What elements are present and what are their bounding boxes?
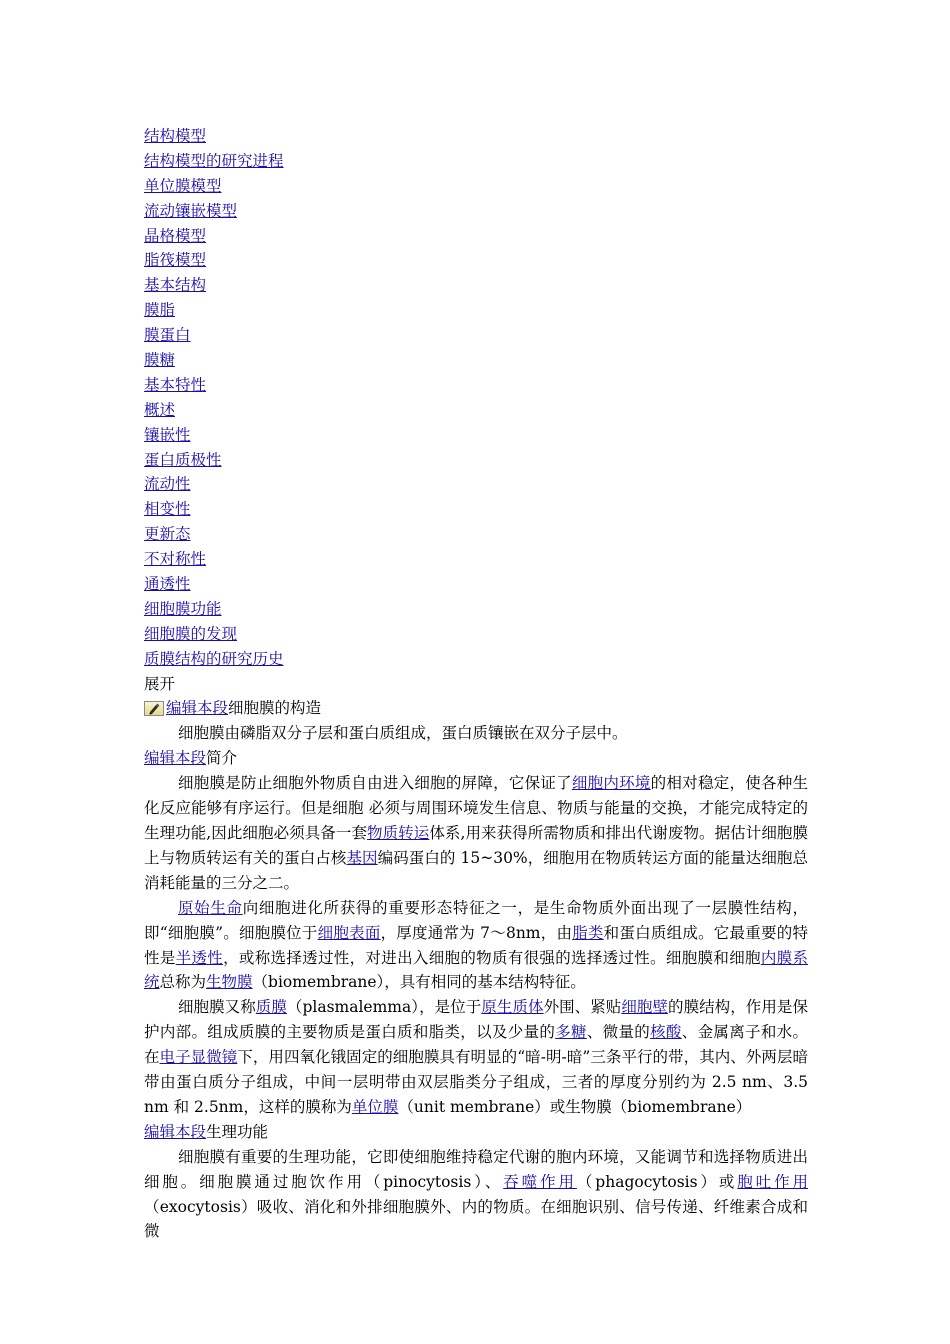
expand-label[interactable]: 展开	[144, 674, 176, 693]
toc-link[interactable]: 细胞膜功能	[144, 599, 222, 618]
inline-link[interactable]: 原生质体	[481, 998, 544, 1017]
edit-section-link[interactable]: 编辑本段	[166, 699, 229, 718]
toc-link[interactable]: 镶嵌性	[144, 425, 191, 444]
inline-link[interactable]: 多糖	[555, 1023, 587, 1042]
paragraph-text: 细胞膜由磷脂双分子层和蛋白质组成，蛋白质镶嵌在双分子层中。	[178, 724, 628, 743]
paragraph	[144, 721, 808, 746]
edit-pencil-icon[interactable]	[144, 701, 164, 716]
section-heading-intro	[144, 746, 808, 771]
inline-link[interactable]: 核酸	[650, 1023, 682, 1042]
paragraph	[144, 995, 808, 1120]
toc-link[interactable]: 结构模型的研究进程	[144, 151, 284, 170]
inline-link[interactable]: 电子显微镜	[159, 1048, 238, 1067]
edit-section-link[interactable]: 编辑本段	[144, 749, 207, 768]
paragraph	[144, 896, 808, 996]
paragraph	[144, 1145, 808, 1245]
paragraph-text: ，厚度通常为 7～8nm，由	[380, 923, 573, 942]
inline-link[interactable]: 生物膜	[206, 973, 253, 992]
toc-item[interactable]	[144, 398, 808, 423]
toc-item[interactable]	[144, 373, 808, 398]
paragraph-text: 和蛋白质组成。它最重要的特性是	[144, 923, 808, 967]
paragraph-text: 的膜结构，作用是保护内部。组成质膜的主要物质是蛋白质和脂类，以及少量的	[144, 998, 808, 1042]
toc-item[interactable]	[144, 647, 808, 672]
paragraph-text: 细胞膜有重要的生理功能，它即使细胞维持稳定代谢的胞内环境，又能调节和选择物质进出细胞。细胞膜通过胞饮作用（pinocytosis）、	[144, 1147, 808, 1191]
document-page	[144, 124, 808, 1244]
paragraph-text: （unit membrane）或生物膜（biomembrane）	[398, 1097, 752, 1116]
paragraph-text: （exocytosis）吸收、消化和外排细胞膜外、内的物质。在细胞识别、信号传递、纤维素合成和微	[144, 1197, 808, 1241]
paragraph-text: （plasmalemma），是位于	[286, 998, 482, 1017]
toc-link[interactable]: 通透性	[144, 575, 191, 594]
toc-item[interactable]	[144, 547, 808, 572]
toc-link[interactable]: 结构模型	[144, 127, 207, 145]
toc-item[interactable]	[144, 423, 808, 448]
toc-link[interactable]: 流动性	[144, 475, 191, 494]
toc-item[interactable]	[144, 323, 808, 348]
inline-link[interactable]: 细胞内环境	[571, 774, 651, 793]
inline-link[interactable]: 胞吐作用	[737, 1172, 808, 1191]
paragraph-text: 、金属离子和水。在	[144, 1023, 808, 1067]
section-title: 简介	[206, 749, 238, 768]
section-title: 细胞膜的构造	[228, 699, 322, 718]
inline-link[interactable]: 内膜系统	[144, 948, 808, 992]
section-heading-function	[144, 1120, 808, 1145]
toc-link[interactable]: 更新态	[144, 525, 191, 544]
paragraph-text: 总称为	[159, 973, 207, 992]
toc-link[interactable]: 基本特性	[144, 375, 207, 394]
toc-item[interactable]	[144, 448, 808, 473]
inline-link[interactable]: 物质转运	[367, 823, 430, 842]
toc-link[interactable]: 膜糖	[144, 351, 176, 370]
inline-link[interactable]: 基因	[346, 848, 378, 867]
toc-item[interactable]	[144, 199, 808, 224]
paragraph-text: 向细胞进化所获得的重要形态特征之一，是生命物质外面出现了一层膜性结构，即“细胞膜”。细胞膜位于	[144, 898, 808, 942]
toc-link[interactable]: 单位膜模型	[144, 176, 222, 195]
inline-link[interactable]: 质膜	[255, 998, 287, 1017]
paragraph-text: 、微量的	[586, 1023, 651, 1042]
toc-item[interactable]	[144, 149, 808, 174]
toc-link[interactable]: 不对称性	[144, 550, 207, 569]
paragraph	[144, 771, 808, 896]
paragraph-text: 细胞膜是防止细胞外物质自由进入细胞的屏障，它保证了	[178, 774, 572, 793]
toc-link[interactable]: 基本结构	[144, 276, 207, 295]
toc-link[interactable]: 蛋白质极性	[144, 450, 222, 469]
paragraph-text: 细胞膜又称	[178, 998, 256, 1017]
toc-item[interactable]	[144, 298, 808, 323]
paragraph-text: 编码蛋白的 15~30%，细胞用在物质转运方面的能量达细胞总消耗能量的三分之二。	[144, 848, 808, 892]
inline-link[interactable]: 脂类	[572, 923, 604, 942]
toc-item[interactable]	[144, 472, 808, 497]
toc-link[interactable]: 质膜结构的研究历史	[144, 649, 284, 668]
inline-link[interactable]: 半透性	[175, 948, 224, 967]
toc-item[interactable]	[144, 348, 808, 373]
section-heading-structure	[144, 696, 808, 721]
toc-link[interactable]: 相变性	[144, 500, 191, 519]
toc-link[interactable]: 膜蛋白	[144, 326, 191, 345]
inline-link[interactable]: 细胞表面	[317, 923, 381, 942]
toc-item[interactable]	[144, 248, 808, 273]
paragraph-text: （phagocytosis）或	[576, 1172, 738, 1191]
paragraph-text: 体系,用来获得所需物质和排出代谢废物。据估计细胞膜上与物质转运有关的蛋白占核	[144, 823, 808, 867]
toc-item[interactable]	[144, 124, 808, 149]
toc-link[interactable]: 膜脂	[144, 301, 176, 320]
inline-link[interactable]: 吞噬作用	[503, 1172, 577, 1191]
expand-toggle[interactable]	[144, 672, 808, 697]
inline-link[interactable]: 原始生命	[178, 898, 243, 917]
toc-item[interactable]	[144, 597, 808, 622]
toc-item[interactable]	[144, 174, 808, 199]
paragraph-text: 下，用四氧化锇固定的细胞膜具有明显的“暗-明-暗”三条平行的带，其内、外两层暗带由蛋白质分子组成，中间一层明带由双层脂类分子组成，三者的厚度分别约为 2.5 nm、3.5 nm 和 2.5nm，这样的膜称为	[144, 1048, 808, 1116]
paragraph-text: 的相对稳定，使各种生化反应能够有序运行。但是细胞 必须与周围环境发生信息、物质与能量的交换，才能完成特定的生理功能,因此细胞必须具备一套	[144, 774, 808, 842]
toc-item[interactable]	[144, 572, 808, 597]
toc-item[interactable]	[144, 224, 808, 249]
toc-item[interactable]	[144, 497, 808, 522]
edit-section-link[interactable]: 编辑本段	[144, 1122, 207, 1141]
inline-link[interactable]: 单位膜	[351, 1097, 399, 1116]
toc-link[interactable]: 脂筏模型	[144, 251, 207, 270]
toc-link[interactable]: 流动镶嵌模型	[144, 201, 238, 220]
table-of-contents	[144, 124, 808, 696]
toc-item[interactable]	[144, 622, 808, 647]
toc-item[interactable]	[144, 522, 808, 547]
paragraph-text: ，或称选择透过性，对进出入细胞的物质有很强的选择透过性。细胞膜和细胞	[223, 948, 761, 967]
toc-link[interactable]: 概述	[144, 400, 176, 419]
toc-link[interactable]: 晶格模型	[144, 226, 207, 245]
paragraph-text: （biomembrane），具有相同的基本结构特征。	[252, 973, 586, 992]
inline-link[interactable]: 细胞壁	[621, 998, 669, 1017]
toc-link[interactable]: 细胞膜的发现	[144, 624, 238, 643]
section-title: 生理功能	[206, 1122, 269, 1141]
toc-item[interactable]	[144, 273, 808, 298]
paragraph-text: 外围、紧贴	[543, 998, 622, 1017]
